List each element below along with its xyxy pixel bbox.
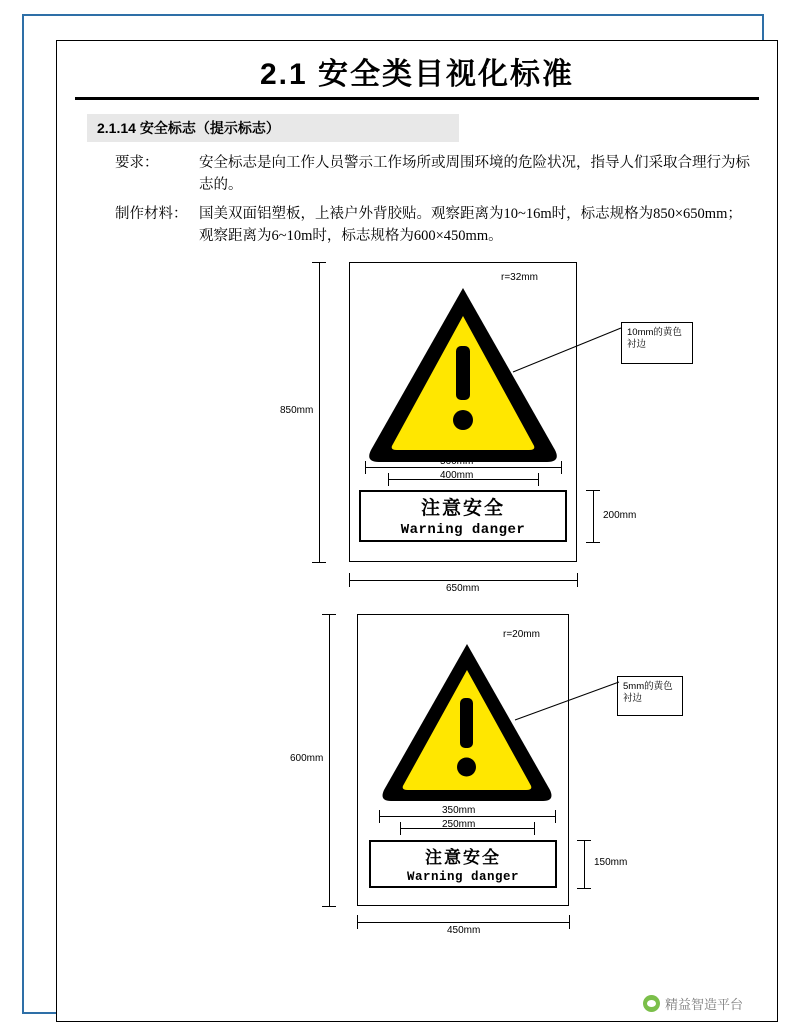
brand-logo-icon (643, 995, 660, 1012)
tri-inner-tick-left-small (400, 822, 401, 835)
callout-leader-small (509, 672, 629, 732)
plate-text-en-large: Warning danger (400, 522, 526, 539)
requirements-table (87, 152, 753, 248)
footer-brand-text: 精益智造平台 (664, 997, 743, 1012)
height-dim-tick-bottom-large (312, 562, 326, 563)
requirement-value: 安全标志是向工作人员警示工作场所或周围环境的危险状况，指导人们采取合理行为标志的。 (199, 155, 750, 194)
page-title (75, 49, 759, 100)
height-dim-tick-top-small (322, 614, 336, 615)
sign-diagram-large (97, 262, 737, 592)
plate-height-tick-bottom-small (577, 888, 591, 889)
tri-outer-dim-line-small (379, 816, 555, 817)
width-dim-tick-right-small (569, 915, 570, 929)
height-label-large: 850mm (280, 404, 314, 416)
requirement-label: 制作材料： (115, 205, 188, 222)
height-dim-line-small (329, 614, 330, 906)
height-label-small: 600mm (290, 752, 324, 764)
callout-leader-large (507, 320, 627, 380)
page-border-inner (56, 40, 778, 1022)
tri-outer-dim-line-large (365, 467, 561, 468)
plate-height-tick-top-large (586, 490, 600, 491)
plate-height-label-small: 150mm (594, 856, 628, 868)
requirement-row (87, 152, 753, 197)
requirement-label: 要求： (115, 155, 159, 171)
tri-outer-tick-left-large (365, 461, 366, 474)
width-label-small: 450mm (447, 924, 481, 936)
width-dim-tick-right-large (577, 573, 578, 587)
requirement-row (87, 203, 753, 248)
footer-brand (643, 994, 743, 1013)
plate-height-tick-top-small (577, 840, 591, 841)
sign-text-plate-large (359, 490, 567, 542)
subsection-header (87, 114, 459, 142)
requirement-value: 国美双面铝塑板，上裱户外背胶贴。观察距离为10~16m时，标志规格为850×650mm；观察距离为6~10m时，标志规格为600×450mm。 (199, 205, 742, 245)
plate-height-dim-line-large (593, 490, 594, 542)
height-dim-tick-bottom-small (322, 906, 336, 907)
subsection-header-text: 2.1.14 安全标志（提示标志） (97, 120, 280, 136)
width-dim-tick-left-small (357, 915, 358, 929)
sign-text-plate-small (369, 840, 557, 888)
plate-height-dim-line-small (584, 840, 585, 888)
tri-outer-tick-right-small (555, 810, 556, 823)
width-dim-line-small (357, 922, 569, 923)
page-title-text: 2.1 安全类目视化标准 (259, 58, 575, 91)
tri-inner-label-large: 400mm (440, 469, 474, 481)
callout-yellow-border-small: 5mm的黄色衬边 (617, 676, 683, 716)
tri-inner-tick-left-large (388, 473, 389, 486)
tri-outer-label-large: 560mm (440, 455, 474, 467)
page-border-outer (22, 14, 764, 1014)
tri-inner-tick-right-small (534, 822, 535, 835)
tri-outer-tick-right-large (561, 461, 562, 474)
plate-text-cn-small: 注意安全 (425, 848, 501, 868)
width-dim-line-large (349, 580, 577, 581)
tri-outer-tick-left-small (379, 810, 380, 823)
plate-text-en-small: Warning danger (406, 870, 520, 885)
width-label-large: 650mm (446, 582, 480, 594)
height-dim-tick-top-large (312, 262, 326, 263)
plate-height-tick-bottom-large (586, 542, 600, 543)
tri-inner-tick-right-large (538, 473, 539, 486)
height-dim-line-large (319, 262, 320, 562)
tri-inner-label-small: 250mm (442, 818, 476, 830)
tri-outer-label-small: 350mm (442, 804, 476, 816)
plate-height-label-large: 200mm (603, 509, 637, 521)
sign-diagram-small (97, 614, 737, 934)
radius-label-large: r=32mm (501, 271, 538, 283)
radius-label-small: r=20mm (503, 628, 540, 640)
width-dim-tick-left-large (349, 573, 350, 587)
callout-yellow-border-large: 10mm的黄色衬边 (621, 322, 693, 364)
plate-text-cn-large: 注意安全 (420, 498, 505, 520)
